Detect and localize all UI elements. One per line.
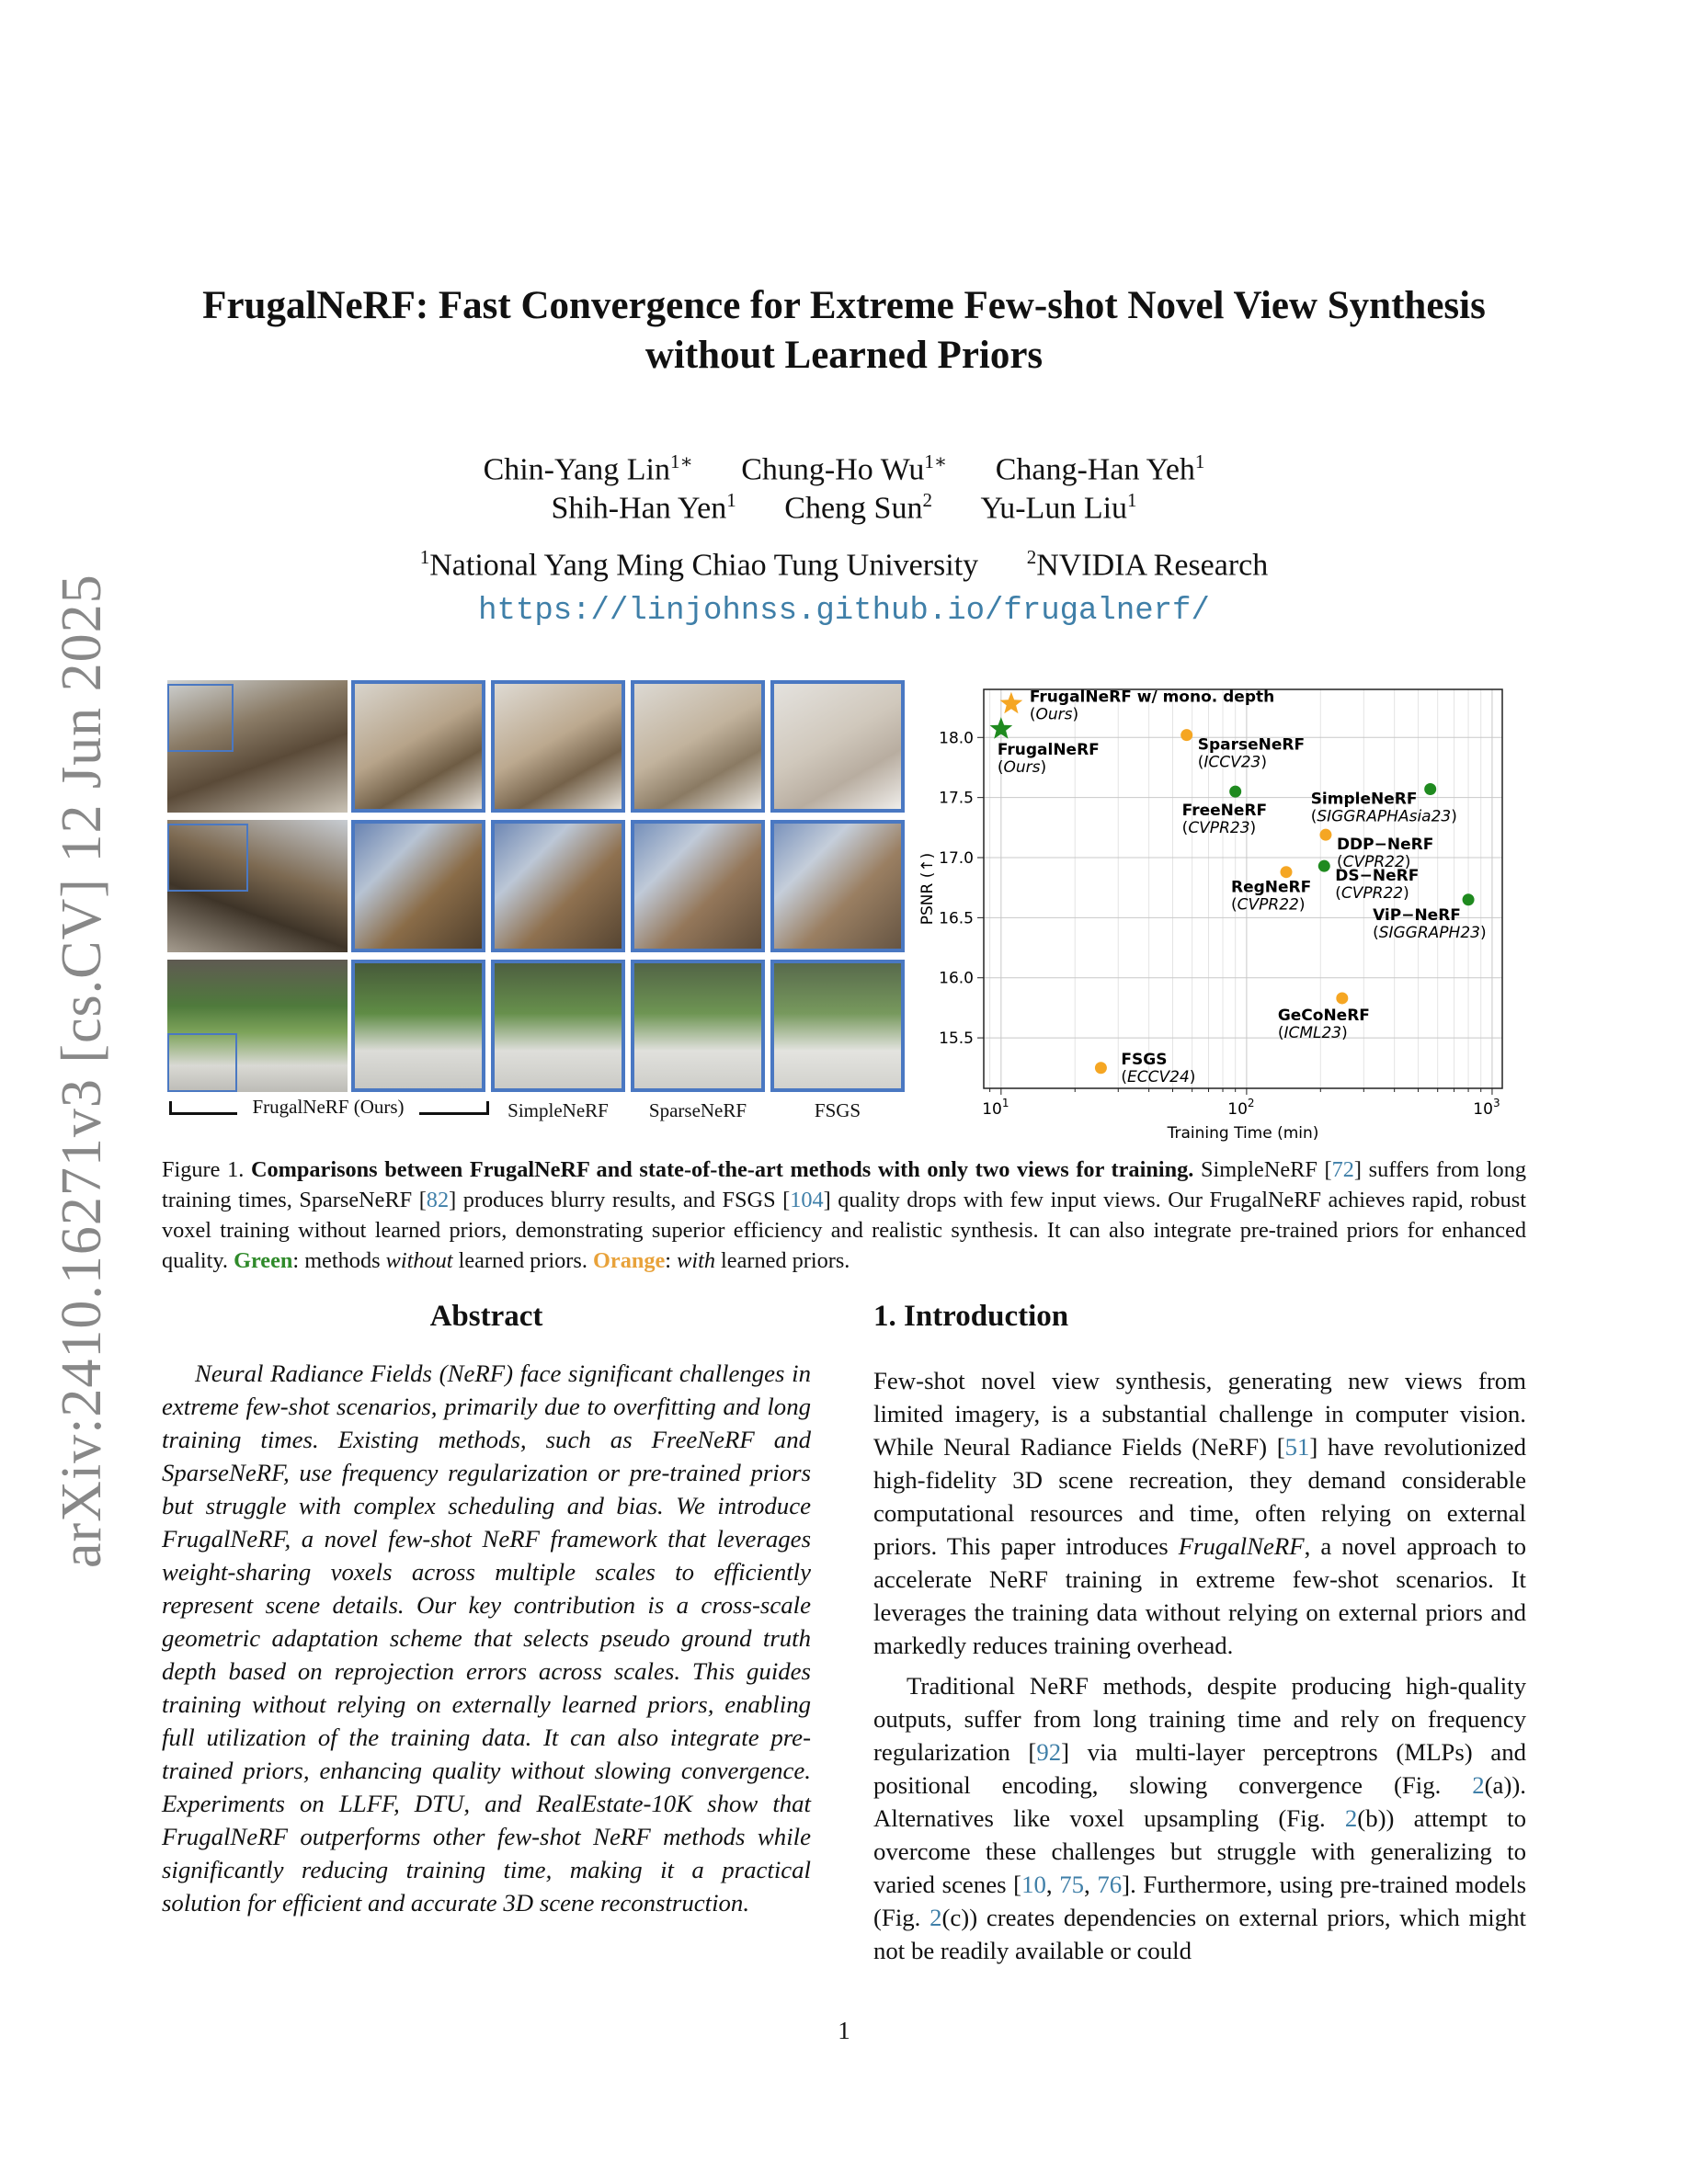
- point-label-name: DS−NeRF: [1335, 867, 1420, 886]
- x-tick-label: $10^1$: [982, 1097, 1009, 1119]
- affiliation: $^1$National Yang Ming Chiao Tung University: [419, 546, 979, 583]
- point-label-name: FreeNeRF: [1181, 802, 1268, 821]
- scene1-full-image: [167, 680, 348, 813]
- affiliation: $^2$NVIDIA Research: [1026, 546, 1269, 583]
- scene3-sparsenerf-crop: [631, 960, 765, 1092]
- point-label-name: DDP−NeRF: [1336, 836, 1434, 855]
- x-tick-label: $10^2$: [1227, 1097, 1255, 1119]
- scene3-simplenerf-crop: [491, 960, 625, 1092]
- point-fsgs: [1095, 1062, 1107, 1074]
- author: Chin-Yang Lin$^{1∗}$: [483, 450, 693, 487]
- zoom-box: [167, 1033, 237, 1092]
- scene1-ours-crop: [351, 680, 485, 813]
- author: Chung-Ho $Wu^{1∗}$: [741, 450, 948, 487]
- point-label-name: FSGS: [1121, 1050, 1168, 1069]
- point-label-venue: (SIGGRAPHAsia23): [1310, 807, 1457, 826]
- point-label-name: SparseNeRF: [1197, 735, 1306, 755]
- scene3-ours-crop: [351, 960, 485, 1092]
- scene2-sparsenerf-crop: [631, 820, 765, 952]
- psnr-vs-training-time-chart: [908, 677, 1515, 1143]
- figure1-photo-grid: [167, 680, 908, 1105]
- y-tick-label: 17.0: [939, 849, 974, 869]
- abstract-heading: Abstract: [429, 1300, 543, 1333]
- affiliations: [147, 537, 1541, 586]
- point-sparsenerf: [1180, 729, 1192, 741]
- scene2-ours-crop: [351, 820, 485, 952]
- title-line-1: FrugalNeRF: Fast Convergence for Extreme Few-shot Novel View Synthesis: [202, 284, 1486, 327]
- scene2-full-image: [167, 820, 348, 952]
- introduction-text: [873, 1364, 1526, 1974]
- point-label-name: SimpleNeRF: [1310, 790, 1418, 809]
- zoom-box: [167, 684, 234, 752]
- y-tick-label: 15.5: [939, 1029, 974, 1049]
- citation-link[interactable]: 75: [1059, 1871, 1085, 1898]
- point-vip-nerf: [1463, 893, 1475, 905]
- point-star-frugalnerf-w-mono-depth: [1000, 692, 1023, 714]
- x-tick-label: $10^3$: [1473, 1097, 1500, 1119]
- citation-link[interactable]: 104: [790, 1188, 824, 1212]
- scene3-fsgs-crop: [770, 960, 905, 1092]
- point-label-venue: (CVPR23): [1181, 819, 1257, 838]
- y-tick-label: 18.0: [939, 729, 974, 748]
- author: Shih-Han Yen$^1$: [551, 489, 736, 526]
- y-tick-label: 16.5: [939, 909, 974, 928]
- y-tick-label: 17.5: [939, 789, 974, 808]
- point-label-venue: (ICCV23): [1197, 753, 1268, 772]
- label-fsgs: FSGS: [814, 1099, 861, 1121]
- point-simplenerf: [1424, 783, 1436, 795]
- intro-paragraph-2: Traditional NeRF methods, despite producing high-quality outputs, suffer from long training time and rely on frequency regularization [92] via multi-layer perceptrons (MLPs) and positional encoding, slowing convergence (Fig. 2(a)). Alternatives like voxel upsampling (Fig. 2(b)) attempt to overcome these challenges but struggle with generalizing to varied scenes [10, 75, 76]. Furthermore, using pre-trained models (Fig. 2(c)) creates dependencies on external priors, which might not be readily available or could: [873, 1672, 1526, 1964]
- zoom-box: [167, 824, 248, 892]
- project-url-link[interactable]: https://linjohnss.github.io/frugalnerf/: [478, 594, 1210, 629]
- y-axis-label: PSNR (↑): [918, 852, 937, 926]
- author: Yu-Lun Liu$^1$: [980, 489, 1137, 526]
- figure-ref-link[interactable]: 2: [1472, 1771, 1485, 1799]
- intro-paragraph-1: Few-shot novel view synthesis, generating new views from limited imagery, is a substantial challenge in computer vision. While Neural Radiance Fields (NeRF) [51] have revolutionized high-fidelity 3D scene recreation, they demand considerable computational resources and time, often relying on external priors. This paper introduces FrugalNeRF, a novel approach to accelerate NeRF training in extreme few-shot scenarios. It leverages the training data without relying on external priors and markedly reduces training overhead.: [873, 1367, 1527, 1659]
- point-regnerf: [1280, 866, 1292, 878]
- point-label-venue: (CVPR22): [1230, 895, 1306, 915]
- scene3-full-image: [167, 960, 348, 1092]
- point-label-venue: (SIGGRAPH23): [1373, 923, 1487, 942]
- label-simplenerf: SimpleNeRF: [508, 1099, 609, 1121]
- author: Cheng Sun$^2$: [784, 489, 932, 526]
- arxiv-stamp: arXiv:2410.16271v3 [cs.CV] 12 Jun 2025: [51, 574, 113, 1568]
- y-tick-label: 16.0: [939, 969, 974, 988]
- point-label-venue: (Ours): [997, 758, 1047, 778]
- author: Chang-Han Yeh$^1$: [995, 450, 1205, 487]
- chart-point-labels: [998, 688, 1487, 1086]
- citation-link[interactable]: 76: [1097, 1871, 1123, 1898]
- citation-link[interactable]: 10: [1021, 1871, 1046, 1898]
- figure-ref-link[interactable]: 2: [930, 1904, 942, 1931]
- paper-title: [147, 281, 1541, 381]
- point-ddp-nerf: [1319, 829, 1331, 841]
- title-line-2: without Learned Priors: [644, 334, 1044, 377]
- figure1-caption: Figure 1. Comparisons between FrugalNeRF and state-of-the-art methods with only two views for training. SimpleNeRF [72] suffers from long training times, SparseNeRF [82] produces blurry results, and FSGS [104] quality drops with few input views. Our FrugalNeRF achieves rapid, robust voxel training without learned priors, demonstrating superior efficiency and realistic synthesis. It can also integrate pre-trained priors for enhanced quality. Green: methods without learned priors. Orange: with learned priors.: [162, 1157, 1527, 1273]
- point-label-name: FrugalNeRF w/ mono. depth: [1029, 688, 1275, 707]
- scene1-sparsenerf-crop: [631, 680, 765, 813]
- figure-ref-link[interactable]: 2: [1344, 1804, 1358, 1832]
- citation-link[interactable]: 82: [426, 1188, 450, 1212]
- point-geconerf: [1336, 992, 1348, 1004]
- point-label-name: GeCoNeRF: [1277, 1006, 1370, 1025]
- point-label-venue: (Ours): [1029, 705, 1079, 724]
- point-ds-nerf: [1318, 860, 1330, 872]
- point-freenerf: [1229, 786, 1241, 798]
- scene2-simplenerf-crop: [491, 820, 625, 952]
- x-axis-label: Training Time (min): [1167, 1124, 1319, 1143]
- point-label-venue: (CVPR22): [1336, 853, 1411, 872]
- point-label-name: ViP−NeRF: [1373, 905, 1461, 925]
- point-label-venue: (ECCV24): [1121, 1067, 1196, 1086]
- scene1-fsgs-crop: [770, 680, 905, 813]
- label-sparsenerf: SparseNeRF: [648, 1099, 747, 1121]
- citation-link[interactable]: 51: [1284, 1433, 1310, 1461]
- point-label-venue: (CVPR22): [1335, 884, 1409, 904]
- point-label-venue: (ICML23): [1277, 1023, 1348, 1042]
- abstract-text: Neural Radiance Fields (NeRF) face significant challenges in extreme few-shot scenarios, primarily due to overfitting and long training times. Existing methods, such as FreeNeRF and SparseNeRF, use frequency regularization or pre-trained priors but struggle with complex scheduling and bias. We introduce FrugalNeRF, a novel few-shot NeRF framework that leverages weight-sharing voxels across multiple scales to efficiently represent scene details. Our key contribution is a cross-scale geometric adaptation scheme that selects pseudo ground truth depth based on reprojection errors across scales. This guides training without relying on externally learned priors, enabling full utilization of the training data. It can also integrate pre-trained priors, enhancing quality without slowing convergence. Experiments on LLFF, DTU, and RealEstate-10K show that FrugalNeRF outperforms other few-shot NeRF methods while significantly reducing training time, making it a practical solution for efficient and accurate 3D scene reconstruction.: [162, 1359, 811, 1917]
- point-label-name: RegNeRF: [1230, 878, 1312, 897]
- scene2-fsgs-crop: [770, 820, 905, 952]
- authors-row-2: [147, 480, 1541, 529]
- citation-link[interactable]: 92: [1036, 1738, 1062, 1766]
- introduction-heading: 1. Introduction: [873, 1300, 1069, 1333]
- citation-link[interactable]: 72: [1331, 1157, 1354, 1182]
- label-frugalnerf-ours: FrugalNeRF (Ours): [237, 1096, 419, 1123]
- point-label-name: FrugalNeRF: [997, 741, 1100, 760]
- scene1-simplenerf-crop: [491, 680, 625, 813]
- page-number: 1: [838, 2017, 850, 2044]
